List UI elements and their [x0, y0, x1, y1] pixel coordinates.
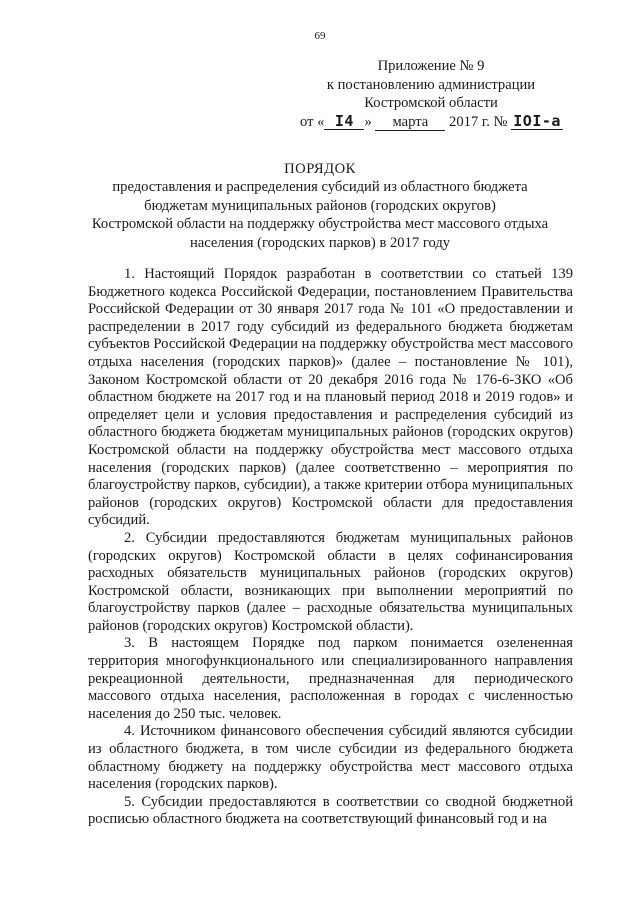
date-quote-close: »: [364, 113, 372, 130]
paragraph-5: 5. Субсидии предоставляются в соответствии со сводной бюджетной росписью областного бюджета на соответствующий финансовый год и на: [88, 793, 573, 828]
appendix-region: Костромской области: [364, 95, 498, 111]
paragraph-1: 1. Настоящий Порядок разработан в соответствии со статьей 139 Бюджетного кодекса Российской Федерации, постановлением Правительства Российской Федерации от 30 января 2017 года № 101 «О предоставлении и распределении в 2017 году субсидий из федерального бюджета бюджетам субъектов Российской Федерации на поддержку обустройства мест массового отдыха населения (городских парков)» (далее – постановление № 101), Законом Костромской области от 20 декабря 2016 года № 176-6-ЗКО «Об областном бюджете на 2017 год и на плановый период 2018 и 2019 годов» и определяет цели и условия предоставления и распределения субсидий из областного бюджета бюджетам муниципальных районов (городских округов) Костромской области на поддержку обустройства мест массового отдыха населения (городских парков) (далее соответственно – мероприятия по благоустройству парков, субсидии), а также критерии отбора муниципальных районов (городских округов) Костромской области для предоставления субсидий.: [88, 266, 573, 529]
date-year: 2017 г. №: [449, 113, 508, 130]
paragraph-2: 2. Субсидии предоставляются бюджетам муниципальных районов (городских округов) Костромской области в целях софинансирования расходных обязательств муниципальных районов (городских округов) Костромской области, возникающих при выполнении мероприятий по благоустройству парков (далее – расходные обязательства муниципальных районов (городских округов) Костромской области).: [88, 529, 573, 634]
appendix-header: [300, 57, 562, 131]
document-body: [88, 266, 573, 829]
appendix-decree-ref: к постановлению администрации: [326, 76, 536, 93]
paragraph-3: 3. В настоящем Порядке под парком понимается озелененная территория многофункционального или специализированного направления рекреационной деятельности, предназначенная для периодического массового отдыха населения, расположенная в городах с численностью населения до 250 тыс. человек.: [88, 635, 573, 722]
appendix-title: Приложение № 9: [377, 58, 485, 74]
title-line-3: Костромской области на поддержку обустройства мест массового отдыха: [91, 216, 549, 233]
title-line-4: населения (городских парков) в 2017 году: [189, 234, 451, 251]
title-line-1: предоставления и распределения субсидий из областного бюджета: [112, 179, 528, 196]
date-day: I4: [324, 113, 364, 130]
appendix-date-line: [300, 113, 562, 132]
decree-number: IOI-а: [511, 113, 563, 130]
document-title: [60, 160, 580, 252]
date-prefix: от «: [300, 113, 325, 130]
paragraph-4: 4. Источником финансового обеспечения субсидий являются субсидии из областного бюджета, в том числе субсидии из федерального бюджета областному бюджету на поддержку обустройства мест массового отдыха населения (городских парков).: [88, 723, 573, 793]
page-number: 69: [314, 30, 326, 42]
date-month: марта: [375, 114, 445, 131]
title-main: ПОРЯДОК: [284, 161, 356, 177]
title-line-2: бюджетам муниципальных районов (городских округов): [144, 197, 496, 214]
